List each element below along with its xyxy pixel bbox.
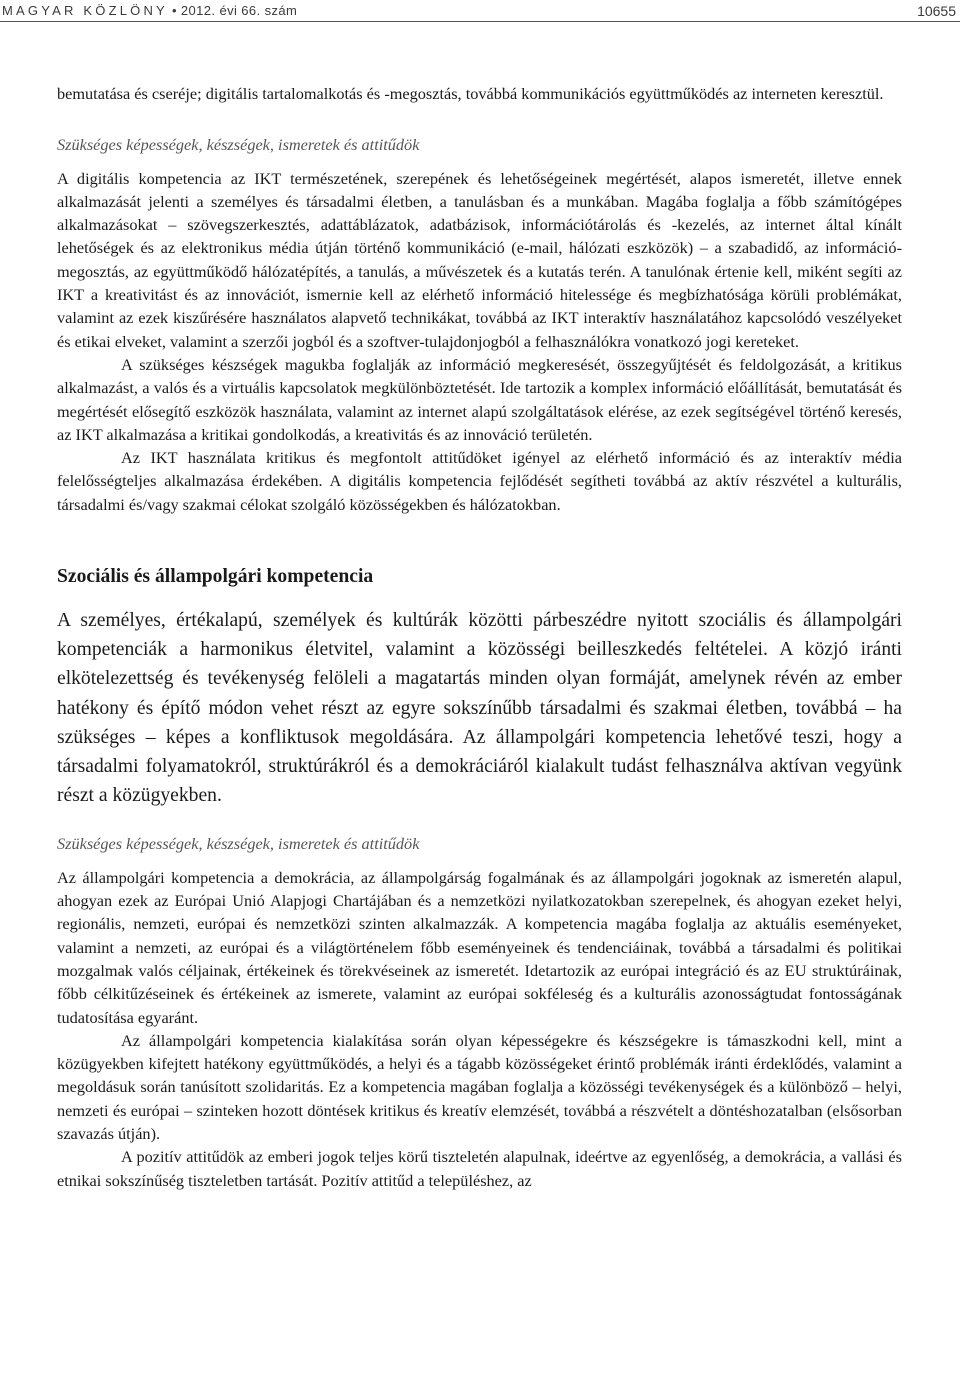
social-subheading: Szükséges képességek, készségek, ismeretek és attitűdök — [57, 834, 420, 854]
digital-paragraph-3: Az IKT használata kritikus és megfontolt attitűdöket igényel az elérhető információ és az interaktív média felelősségteljes alkalmazása érdekében. A digitális kompetencia fejlődését segítheti továbbá az aktív részvétel a kulturális, társadalmi és/vagy szakmai célokat szolgáló közösségekben és hálózatokban. — [57, 448, 902, 514]
journal-info — [2, 3, 297, 18]
digital-paragraph-2: A szükséges készségek magukba foglalják az információ megkeresését, összegyűjtését és feldolgozását, a kritikus alkalmazást, a valós és a virtuális kapcsolatok megkülönböztetését. Ide tartozik a komplex információ előállítását, bemutatását és megértését elősegítő eszközök használata, valamint az internet alapú szolgáltatások elérése, az ezek segítségével történő keresés, az IKT alkalmazása a kritikai gondolkodás, a kreativitás és az innováció területén. — [57, 354, 902, 444]
header-rule — [0, 21, 960, 22]
social-paragraph-1: Az állampolgári kompetencia a demokrácia, az állampolgárság fogalmának és az állampolgári jogoknak az ismeretén alapul, ahogyan ezek az Európai Unió Alapjogi Chartájában és a nemzetközi nyilatkozatokban szerepelnek, és ahogyan ezeket helyi, regionális, nemzeti, európai és nemzetközi szinten alkalmazzák. A kompetencia magába foglalja az aktuális eseményeket, valamint a nemzeti, az európai és a világtörténelem főbb eseményeinek és tendenciáinak, továbbá a társadalmi és politikai mozgalmak valós céljainak, értékeinek és törekvéseinek az ismeretét. Idetartozik az európai integráció és az EU struktúráinak, főbb célkitűzéseinek és értékeinek az ismerete, valamint az európai sokféleség és a kulturális azonosságtudat fontosságának tudatosítása egyaránt. — [57, 867, 902, 1027]
issue-label: 2012. évi 66. szám — [180, 3, 298, 18]
digital-subheading: Szükséges képességek, készségek, ismeretek és attitűdök — [57, 135, 420, 155]
running-header — [0, 0, 960, 22]
digital-paragraph-1: A digitális kompetencia az IKT természetének, szerepének és lehetőségeinek megértését, alapos ismeretét, illetve ennek alkalmazását jelenti a személyes és társadalmi életben, a tanulásban és a munkában. Magába foglalja a főbb számítógépes alkalmazásokat – szövegszerkesztés, adattáblázatok, adatbázisok, információtárolás és -kezelés, az internet által kínált lehetőségek és az elektronikus média útján történő kommunikáció (e-mail, hálózati eszközök) – a szabadidő, az információ-megosztás, az együttműködő hálózatépítés, a tanulás, a művészetek és a kutatás terén. A tanulónak értenie kell, miként segíti az IKT a kreativitást és az innovációt, ismernie kell az elérhető információ hitelessége és megbízhatósága körüli problémákat, valamint az ezek kiszűrésére használatos alapvető technikákat, továbbá az IKT interaktív használatához kapcsolódó veszélyeket és etikai elveket, valamint a szerzői jogból és a szoftver-tulajdonjogból a felhasználókra vonatkozó jogi kereteket. — [57, 168, 902, 351]
header-bullet: • — [171, 3, 177, 18]
social-intro: A személyes, értékalapú, személyek és kultúrák közötti párbeszédre nyitott szociális és állampolgári kompetenciák a harmonikus életvitel, valamint a közösségi beilleszkedés feltételei. A közjó iránti elkötelezettség és tevékenység felöleli a magatartás minden olyan formáját, amelynek révén az ember hatékony és építő módon vehet részt az egyre sokszínűbb társadalmi és szakmai életben, továbbá – ha szükséges – képes a konfliktusok megoldására. Az állampolgári kompetencia lehetővé teszi, hogy a társadalmi folyamatokról, struktúrákról és a demokráciáról kialakult tudást felhasználva aktívan vegyünk részt a közügyekben. — [57, 610, 902, 807]
intro-continuation: bemutatása és cseréje; digitális tartalomalkotás és -megosztás, továbbá kommunikációs együttműködés az interneten keresztül. — [57, 84, 884, 103]
social-paragraph-2: Az állampolgári kompetencia kialakítása során olyan képességekre és készségekre is támaszkodni kell, mint a közügyekben kifejtett hatékony együttműködés, a helyi és a tágabb közösségeket érintő problémák iránti érdeklődés, valamint a megoldásuk során tanúsított szolidaritás. Ez a kompetencia magában foglalja a közösségi tevékenységek és a különböző – helyi, nemzeti és európai – szinteken hozott döntések kritikus és kreatív elemzését, továbbá a részvételt a döntéshozatalban (elsősorban szavazás útján). — [57, 1030, 902, 1144]
journal-name: MAGYAR KÖZLÖNY — [2, 3, 168, 18]
section-heading-social: Szociális és állampolgári kompetencia — [57, 566, 374, 588]
page-number: 10655 — [917, 3, 956, 19]
page-body — [57, 82, 902, 1192]
social-paragraph-3: A pozitív attitűdök az emberi jogok teljes körű tiszteletén alapulnak, ideértve az egyenlőség, a demokrácia, a vallási és etnikai sokszínűség tiszteletben tartását. Pozitív attitűd a településhez, az — [57, 1147, 902, 1190]
